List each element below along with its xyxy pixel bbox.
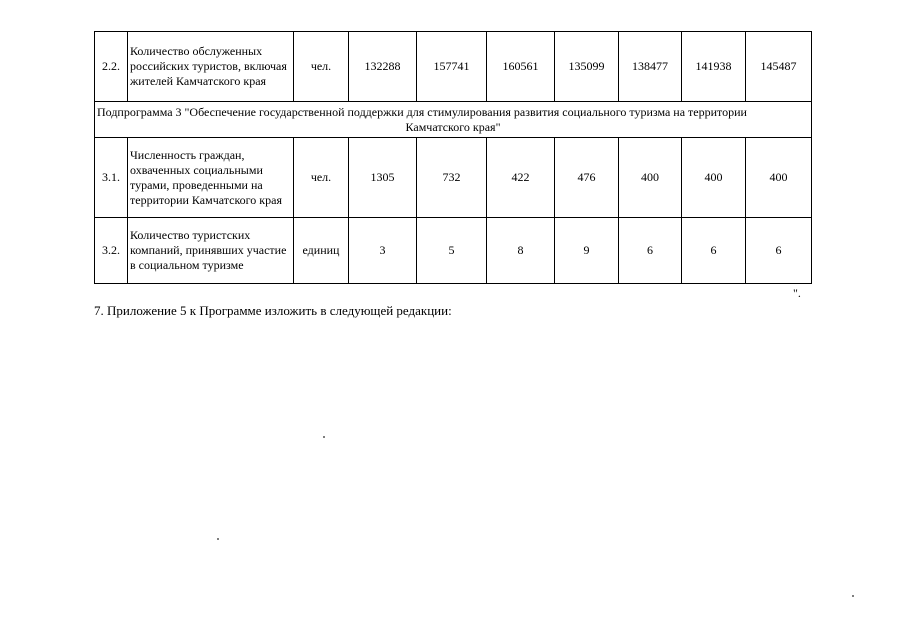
value-cell: 400 [619,138,682,218]
unit-cell: чел. [294,32,349,102]
value-cell: 422 [487,138,555,218]
value-cell: 138477 [619,32,682,102]
value-cell: 5 [417,218,487,284]
value-cell: 160561 [487,32,555,102]
value-cell: 145487 [746,32,812,102]
closing-quote: ". [793,286,801,300]
subprogram-title-line2: Камчатского края" [405,119,501,134]
value-cell: 132288 [349,32,417,102]
row-number: 2.2. [95,32,128,102]
value-cell: 400 [746,138,812,218]
scan-speck [323,436,325,438]
value-cell: 400 [682,138,746,218]
table-row [95,32,812,102]
subprogram-title [95,102,812,138]
scan-speck [852,595,854,597]
unit-cell: чел. [294,138,349,218]
value-cell: 6 [619,218,682,284]
value-cell: 9 [555,218,619,284]
value-cell: 476 [555,138,619,218]
value-cell: 157741 [417,32,487,102]
row-number: 3.1. [95,138,128,218]
indicator-name: Количество туристских компаний, принявших участие в социальном туризме [128,218,294,284]
value-cell: 1305 [349,138,417,218]
value-cell: 6 [682,218,746,284]
value-cell: 8 [487,218,555,284]
indicator-name: Численность граждан, охваченных социальными турами, проведенными на территории Камчатского края [128,138,294,218]
value-cell: 3 [349,218,417,284]
subprogram-row [95,102,812,138]
table-row [95,138,812,218]
indicator-name: Количество обслуженных российских туристов, включая жителей Камчатского края [128,32,294,102]
table-row [95,218,812,284]
row-number: 3.2. [95,218,128,284]
value-cell: 732 [417,138,487,218]
value-cell: 6 [746,218,812,284]
value-cell: 135099 [555,32,619,102]
subprogram-title-line1: Подпрограмма 3 "Обеспечение государственной поддержки для стимулирования развития социального туризма на территории [97,104,747,119]
unit-cell: единиц [294,218,349,284]
scan-speck [217,538,219,540]
paragraph-text: 7. Приложение 5 к Программе изложить в следующей редакции: [94,303,452,318]
indicators-table [94,31,812,284]
value-cell: 141938 [682,32,746,102]
